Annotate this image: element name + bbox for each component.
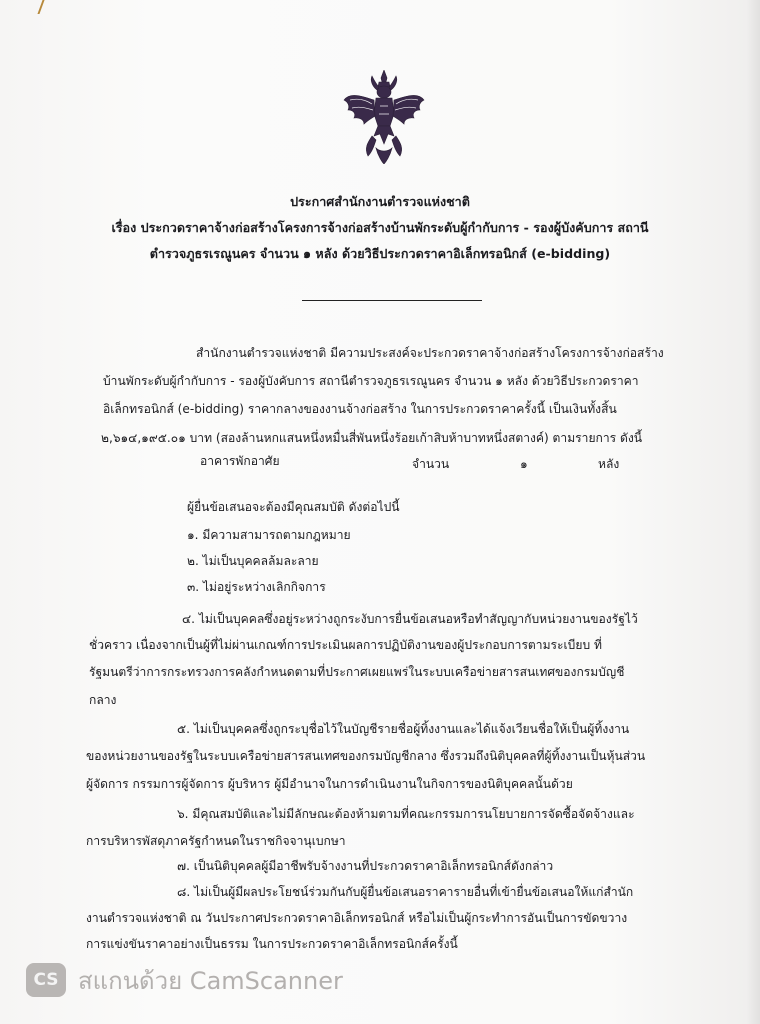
item-unit: หลัง bbox=[598, 457, 620, 471]
qualification-6-line-1: ๖. มีคุณสมบัติและไม่มีลักษณะต้องห้ามตามที่คณะกรรมการนโยบายการจัดซื้อจัดจ้างและ bbox=[177, 807, 635, 821]
title-divider bbox=[302, 300, 482, 301]
intro-line-4: ๒,๖๑๔,๑๙๕.๐๑ บาท (สองล้านหกแสนหนึ่งหมื่นสี่พันหนึ่งร้อยเก้าสิบห้าบาทหนึ่งสตางค์) ตามรายการ ดังนี้ bbox=[101, 431, 643, 445]
item-name: อาคารพักอาศัย bbox=[200, 454, 280, 468]
intro-line-1: สำนักงานตำรวจแห่งชาติ มีความประสงค์จะประกวดราคาจ้างก่อสร้างโครงการจ้างก่อสร้าง bbox=[196, 346, 664, 360]
item-qty-label: จำนวน bbox=[412, 457, 450, 471]
qualification-5-line-3: ผู้จัดการ กรรมการผู้จัดการ ผู้บริหาร ผู้มีอำนาจในการดำเนินงานในกิจการของนิติบุคคลนั้นด้วย bbox=[86, 777, 573, 791]
announcement-title: ประกาศสำนักงานตำรวจแห่งชาติ bbox=[290, 194, 470, 209]
qualification-8-line-1: ๘. ไม่เป็นผู้มีผลประโยชน์ร่วมกันกับผู้ยื่นข้อเสนอราคารายอื่นที่เข้ายื่นข้อเสนอให้แก่สำนัก bbox=[177, 885, 634, 899]
qualification-8-line-2: งานตำรวจแห่งชาติ ณ วันประกาศประกวดราคาอิเล็กทรอนิกส์ หรือไม่เป็นผู้กระทำการอันเป็นการขัดขวาง bbox=[86, 911, 628, 925]
camscanner-logo-icon bbox=[26, 963, 66, 997]
qualification-5-line-2: ของหน่วยงานของรัฐในระบบเครือข่ายสารสนเทศของกรมบัญชีกลาง ซึ่งรวมถึงนิติบุคคลที่ผู้ทิ้งงานเป็นหุ้นส่วน bbox=[86, 749, 646, 763]
qualification-5-line-1: ๕. ไม่เป็นบุคคลซึ่งถูกระบุชื่อไว้ในบัญชีรายชื่อผู้ทิ้งงานและได้แจ้งเวียนชื่อให้เป็นผู้ทิ้งงาน bbox=[177, 722, 630, 736]
intro-line-2: บ้านพักระดับผู้กำกับการ - รองผู้บังคับการ สถานีตำรวจภูธรเรณูนคร จำนวน ๑ หลัง ด้วยวิธีประกวดราคา bbox=[103, 374, 639, 388]
qualification-2: ๒. ไม่เป็นบุคคลล้มละลาย bbox=[187, 554, 319, 568]
qualification-1: ๑. มีความสามารถตามกฎหมาย bbox=[187, 528, 351, 542]
qualification-4-line-1: ๔. ไม่เป็นบุคคลซึ่งอยู่ระหว่างถูกระงับการยื่นข้อเสนอหรือทำสัญญากับหน่วยงานของรัฐไว้ bbox=[182, 612, 638, 626]
qualification-3: ๓. ไม่อยู่ระหว่างเลิกกิจการ bbox=[187, 580, 326, 594]
subject-line-1: เรื่อง ประกวดราคาจ้างก่อสร้างโครงการจ้างก่อสร้างบ้านพักระดับผู้กำกับการ - รองผู้บังคับการ สถานี bbox=[111, 220, 649, 235]
qualification-4-line-4: กลาง bbox=[89, 693, 117, 707]
camscanner-logo-text: CS bbox=[33, 970, 59, 990]
subject-line-2: ตำรวจภูธรเรณูนคร จำนวน ๑ หลัง ด้วยวิธีประกวดราคาอิเล็กทรอนิกส์ (e-bidding) bbox=[149, 246, 611, 261]
qualification-4-line-2: ชั่วคราว เนื่องจากเป็นผู้ที่ไม่ผ่านเกณฑ์การประเมินผลการปฏิบัติงานของผู้ประกอบการตามระเบียบ ที่ bbox=[89, 638, 602, 652]
intro-line-3: อิเล็กทรอนิกส์ (e-bidding) ราคากลางของงานจ้างก่อสร้าง ในการประกวดราคาครั้งนี้ เป็นเงินทั้งสิ้น bbox=[103, 402, 617, 416]
qualification-6-line-2: การบริหารพัสดุภาครัฐกำหนดในราชกิจจานุเบกษา bbox=[86, 834, 346, 848]
garuda-emblem-icon bbox=[342, 70, 426, 164]
qualification-7: ๗. เป็นนิติบุคคลผู้มีอาชีพรับจ้างงานที่ประกวดราคาอิเล็กทรอนิกส์ดังกล่าว bbox=[177, 859, 554, 873]
pen-mark bbox=[37, 0, 50, 14]
scanner-watermark: สแกนด้วย CamScanner bbox=[78, 967, 343, 995]
qualification-intro: ผู้ยื่นข้อเสนอจะต้องมีคุณสมบัติ ดังต่อไปนี้ bbox=[187, 500, 400, 514]
page-shadow bbox=[746, 0, 760, 1024]
qualification-4-line-3: รัฐมนตรีว่าการกระทรวงการคลังกำหนดตามที่ประกาศเผยแพร่ในระบบเครือข่ายสารสนเทศของกรมบัญชี bbox=[89, 665, 625, 679]
qualification-8-line-3: การแข่งขันราคาอย่างเป็นธรรม ในการประกวดราคาอิเล็กทรอนิกส์ครั้งนี้ bbox=[86, 937, 458, 951]
item-qty: ๑ bbox=[520, 457, 528, 471]
